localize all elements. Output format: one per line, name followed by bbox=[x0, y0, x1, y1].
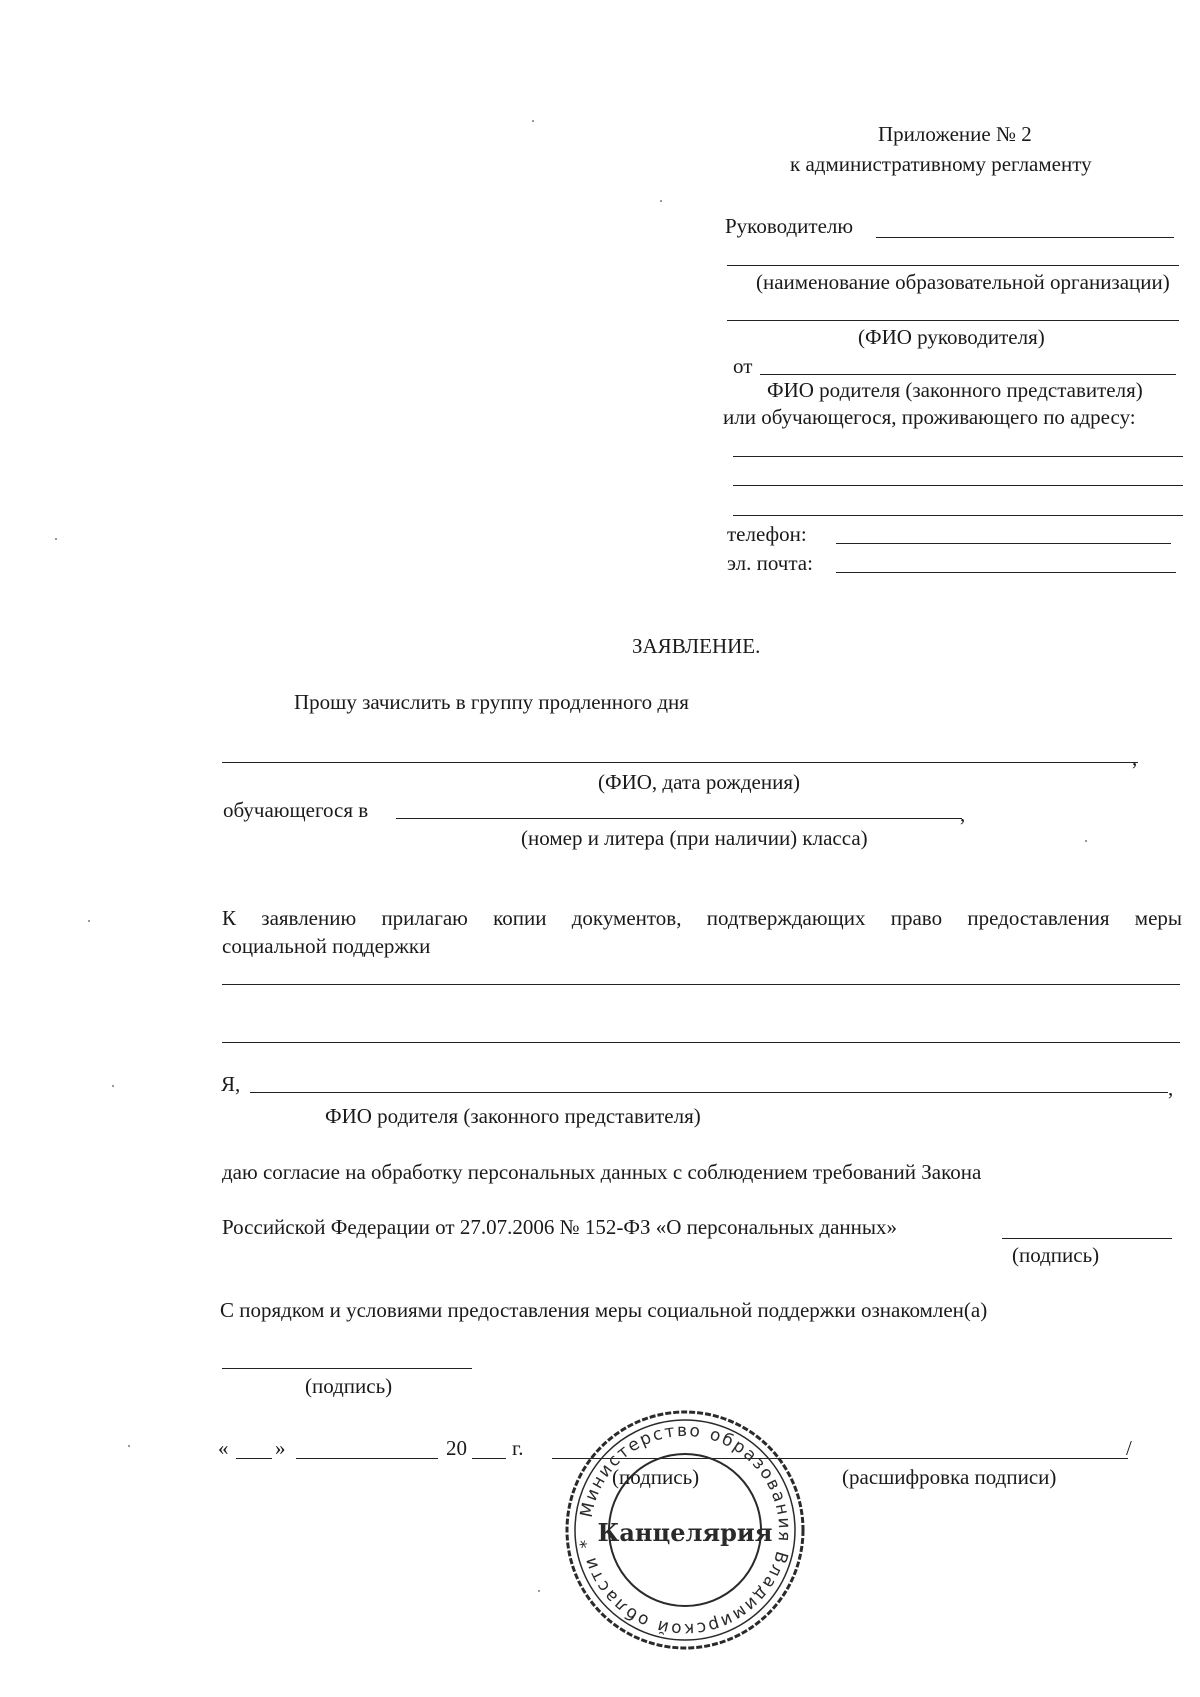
date-month-line[interactable] bbox=[296, 1458, 438, 1459]
attach-line-2: социальной поддержки bbox=[222, 934, 431, 958]
date-century: 20 bbox=[446, 1436, 467, 1460]
scan-speck bbox=[88, 920, 90, 922]
org-hint: (наименование образовательной организации) bbox=[756, 270, 1170, 294]
scan-speck bbox=[112, 1085, 114, 1087]
attach-line-b[interactable] bbox=[222, 1042, 1180, 1043]
i-name-line[interactable] bbox=[250, 1092, 1168, 1093]
head-name-line[interactable] bbox=[727, 320, 1179, 321]
parent-hint: ФИО родителя (законного представителя) bbox=[767, 378, 1143, 402]
scan-speck bbox=[532, 120, 534, 122]
date-year-suffix: г. bbox=[512, 1436, 524, 1460]
date-close-quote: » bbox=[275, 1436, 286, 1460]
from-label: от bbox=[733, 354, 753, 378]
stamp-graphic bbox=[560, 1405, 810, 1655]
signature-hint: (подпись) bbox=[1012, 1243, 1100, 1267]
child-line[interactable] bbox=[222, 762, 1138, 763]
head-org-line[interactable] bbox=[876, 237, 1174, 238]
signature-hint-3: (подпись) bbox=[612, 1465, 700, 1489]
i-label: Я, bbox=[221, 1072, 241, 1096]
date-open-quote: « bbox=[218, 1436, 229, 1460]
i-hint: ФИО родителя (законного представителя) bbox=[325, 1104, 701, 1128]
student-label: обучающегося в bbox=[223, 798, 369, 822]
email-label: эл. почта: bbox=[727, 551, 813, 575]
ack-signature-line[interactable] bbox=[222, 1368, 472, 1369]
consent-line-2: Российской Федерации от 27.07.2006 № 152-ФЗ «О персональных данных» bbox=[222, 1215, 897, 1239]
ack-text: С порядком и условиями предоставления меры социальной поддержки ознакомлен(а) bbox=[220, 1298, 988, 1322]
scan-speck bbox=[1085, 840, 1087, 842]
to-label: Руководителю bbox=[725, 214, 854, 238]
signature-hint-2: (подпись) bbox=[305, 1374, 393, 1398]
from-line[interactable] bbox=[760, 374, 1176, 375]
appendix-title: Приложение № 2 bbox=[878, 122, 1032, 146]
i-line-comma: , bbox=[1168, 1076, 1174, 1100]
decode-hint: (расшифровка подписи) bbox=[842, 1465, 1057, 1489]
address-line-1[interactable] bbox=[733, 456, 1183, 457]
head-hint: (ФИО руководителя) bbox=[858, 325, 1045, 349]
org-name-line[interactable] bbox=[727, 265, 1179, 266]
child-line-comma: , bbox=[1132, 746, 1138, 770]
class-hint: (номер и литера (при наличии) класса) bbox=[521, 826, 868, 850]
stamp-ring-text: Министерство образования Владимирской области * bbox=[576, 1420, 795, 1640]
address-line-3[interactable] bbox=[733, 515, 1183, 516]
address-line-2[interactable] bbox=[733, 485, 1183, 486]
slash: / bbox=[1126, 1436, 1132, 1460]
office-stamp bbox=[560, 1405, 810, 1655]
scan-speck bbox=[128, 1445, 130, 1447]
class-line[interactable] bbox=[396, 818, 962, 819]
request-text: Прошу зачислить в группу продленного дня bbox=[294, 690, 689, 714]
address-hint: или обучающегося, проживающего по адресу: bbox=[723, 405, 1136, 429]
consent-signature-line[interactable] bbox=[1002, 1238, 1172, 1239]
email-line[interactable] bbox=[836, 572, 1176, 573]
scan-speck bbox=[538, 1590, 540, 1592]
scan-speck bbox=[660, 200, 662, 202]
attach-line-1: К заявлению прилагаю копии документов, подтверждающих право предоставления меры bbox=[222, 906, 1182, 930]
date-year-line[interactable] bbox=[472, 1458, 506, 1459]
date-day-line[interactable] bbox=[236, 1458, 272, 1459]
stamp-center-text: Канцелярия bbox=[597, 1518, 773, 1547]
appendix-subtitle: к административному регламенту bbox=[790, 152, 1092, 176]
class-line-comma: , bbox=[960, 802, 966, 826]
scan-speck bbox=[55, 538, 57, 540]
attach-line-a[interactable] bbox=[222, 984, 1180, 985]
doc-title: ЗАЯВЛЕНИЕ. bbox=[632, 634, 761, 658]
phone-line[interactable] bbox=[836, 543, 1171, 544]
child-hint: (ФИО, дата рождения) bbox=[598, 770, 801, 794]
phone-label: телефон: bbox=[727, 522, 807, 546]
consent-line-1: даю согласие на обработку персональных данных с соблюдением требований Закона bbox=[222, 1160, 982, 1184]
